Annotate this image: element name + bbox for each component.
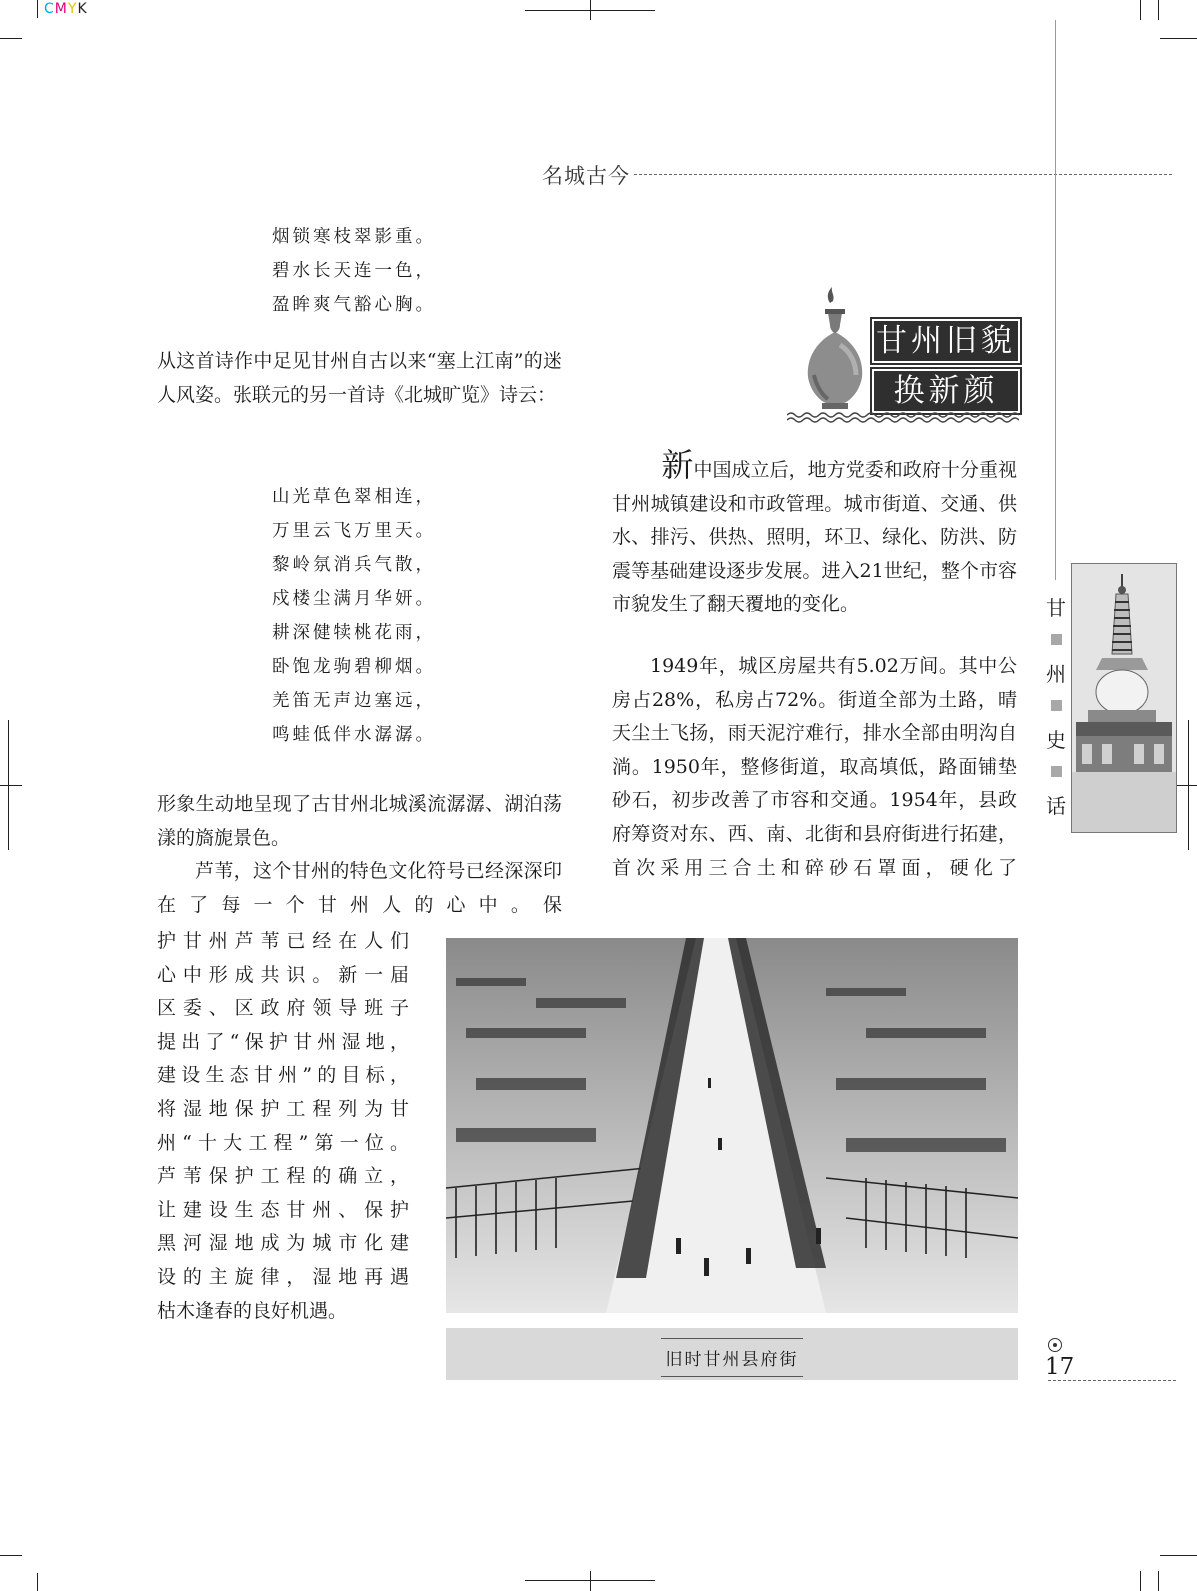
poem-line: 黎岭氛消兵气散， <box>272 555 436 575</box>
registration-mark <box>590 1571 591 1591</box>
text-line: 让建设生态甘州、保护 <box>157 1198 409 1221</box>
crop-mark <box>0 38 22 39</box>
header-dashed-rule <box>634 174 1172 175</box>
poem-excerpt <box>272 220 436 322</box>
square-bullet-icon <box>1051 634 1062 645</box>
text-line: 州“十大工程”第一位。 <box>157 1131 409 1154</box>
text-line: 芦苇保护工程的确立， <box>157 1165 409 1188</box>
paragraph-reed-narrow <box>157 925 409 1328</box>
registration-mark <box>0 785 22 786</box>
historic-street-photo <box>446 938 1018 1313</box>
text-line: 建设生态甘州”的目标， <box>157 1064 409 1087</box>
paragraph-reed: 芦苇，这个甘州的特色文化符号已经深深印在了每一个甘州人的心中。保 <box>157 860 562 916</box>
poem-line: 羌笛无声边塞远， <box>272 691 436 711</box>
side-tab-pagoda-image <box>1071 563 1177 833</box>
square-bullet-icon <box>1051 766 1062 777</box>
poem-bei-cheng-kuang-lan <box>272 480 436 752</box>
photo-caption-bar <box>446 1328 1018 1380</box>
section-heading-line1: 甘州旧貌 <box>872 319 1020 363</box>
poem-line: 山光草色翠相连， <box>272 487 436 507</box>
poem-line: 碧水长天连一色， <box>272 261 436 281</box>
paragraph-1949: 1949年，城区房屋共有5.02万间。其中公房占28%，私房占72%。街道全部为土路，晴天尘土飞扬，雨天泥泞难行，排水全部由明沟自淌。1950年，整修街道，取高填低，路面铺垫砂石，初步改善了市容和交通。1954年，县政府筹资对东、西、南、北街和县府街进行拓建，首次采用三合土和碎砂石罩面，硬化了 <box>612 655 1017 879</box>
pagoda-icon <box>1072 564 1176 832</box>
page-number: 17 <box>1045 1354 1075 1380</box>
paragraph-new-china: 新中国成立后，地方党委和政府十分重视甘州城镇建设和市政管理。城市街道、交通、供水、排污、供热、照明，环卫、绿化、防洪、防震等基础建设逐步发展。进入21世纪，整个市容市貌发生了翻天覆地的变化。 <box>612 446 1017 616</box>
crop-mark <box>1160 1555 1197 1556</box>
vase-illustration <box>800 285 870 413</box>
poem-line: 卧饱龙驹碧柳烟。 <box>272 657 436 677</box>
wave-ornament <box>787 410 1019 424</box>
text-line: 枯木逢春的良好机遇。 <box>157 1299 348 1322</box>
photo-caption: 旧时甘州县府街 <box>661 1338 803 1377</box>
paragraph: 从这首诗作中足见甘州自古以来“塞上江南”的迷人风姿。张联元的另一首诗《北城旷览》诗云： <box>157 350 562 406</box>
drop-cap: 新 <box>661 446 694 484</box>
margin-vertical-rule <box>1055 20 1056 580</box>
text-line: 护甘州芦苇已经在人们 <box>157 930 409 952</box>
poem-line: 烟锁寒枝翠影重。 <box>272 227 436 247</box>
text-line: 提出了“保护甘州湿地， <box>157 1030 409 1053</box>
poem-line: 盈眸爽气豁心胸。 <box>272 295 436 315</box>
side-tab-label: 甘 州 史 话 <box>1046 596 1066 818</box>
poem-line: 万里云飞万里天。 <box>272 521 436 541</box>
paragraph: 形象生动地呈现了古甘州北城溪流潺潺、湖泊荡漾的旖旎景色。 <box>157 793 562 849</box>
crop-mark <box>1158 1571 1159 1591</box>
crop-mark <box>1140 0 1141 20</box>
crop-mark <box>37 1573 38 1591</box>
crop-mark <box>0 1555 22 1556</box>
text-line: 黑河湿地成为城市化建 <box>157 1232 409 1255</box>
square-bullet-icon <box>1051 700 1062 711</box>
registration-mark <box>1175 785 1197 786</box>
crop-mark <box>37 0 38 18</box>
section-heading <box>872 319 1020 407</box>
poem-line: 耕深健犊桃花雨， <box>272 623 436 643</box>
text-line: 将湿地保护工程列为甘 <box>157 1097 409 1120</box>
registration-mark <box>590 0 591 20</box>
section-heading-line2: 换新颜 <box>872 369 1020 413</box>
page-dot-icon <box>1048 1338 1062 1352</box>
running-header-title: 名城古今 <box>542 164 630 188</box>
text-line: 区委、区政府领导班子 <box>157 997 409 1020</box>
cmyk-color-bar: CMYK <box>44 1 88 17</box>
crop-mark <box>1158 0 1159 20</box>
footer-dashed-rule <box>1048 1380 1176 1381</box>
crop-mark <box>1160 38 1197 39</box>
crop-mark <box>1140 1571 1141 1591</box>
poem-line: 戍楼尘满月华妍。 <box>272 589 436 609</box>
text-line: 心中形成共识。新一届 <box>157 963 409 986</box>
poem-line: 鸣蛙低伴水潺潺。 <box>272 725 436 745</box>
text-line: 设的主旋律，湿地再遇 <box>157 1265 409 1288</box>
